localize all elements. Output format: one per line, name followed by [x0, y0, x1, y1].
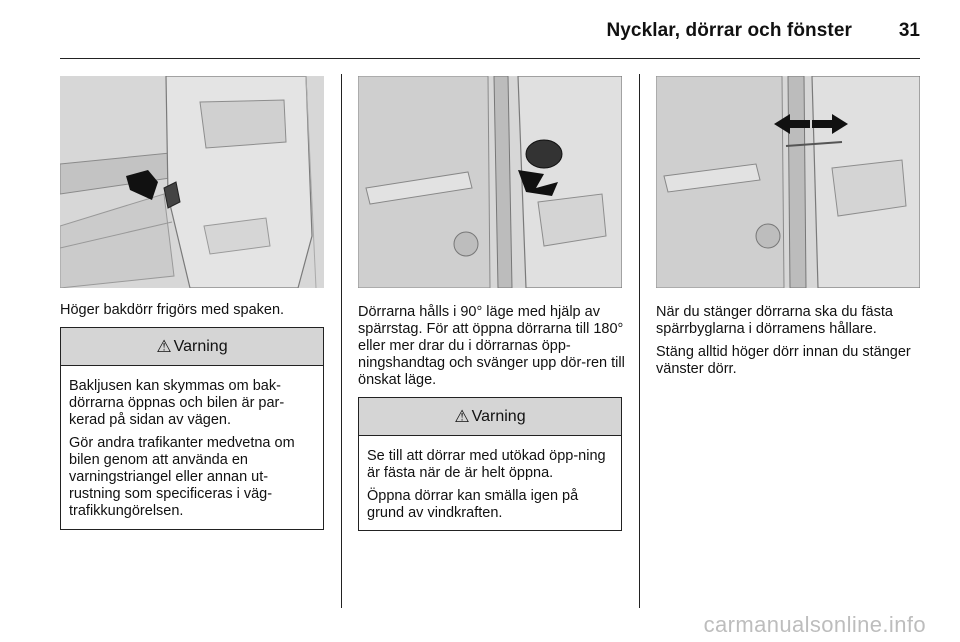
- column-3-paragraph: Stäng alltid höger dörr innan du stänger vänster dörr.: [656, 344, 911, 377]
- footer-watermark: carmanualsonline.info: [703, 612, 926, 637]
- warning-box-1-header: [61, 328, 323, 366]
- page-header-title: Nycklar, dörrar och fönster: [606, 20, 852, 41]
- warning-triangle-icon: ⚠: [454, 406, 470, 426]
- warning-box-2-title: Varning: [471, 407, 526, 425]
- door-check-strap-drawing: [358, 76, 622, 288]
- warning-box-1: [60, 327, 324, 530]
- column-1-text: [60, 302, 328, 325]
- page-number: 31: [898, 20, 920, 41]
- warning-box-1-paragraph: Bakljusen kan skymmas om bak-dörrarna öppnas och bilen är par-kerad på sidan av vägen.: [69, 378, 285, 428]
- warning-box-2: [358, 397, 622, 531]
- warning-box-1-paragraph: Gör andra trafikanter medvetna om bilen genom att använda en varningstriangel eller annan ut-rustning som specificeras i väg-trafikkungörelsen.: [69, 435, 295, 519]
- column-divider-1: [341, 74, 342, 608]
- warning-box-2-header: [359, 398, 621, 436]
- warning-box-1-body: [61, 366, 323, 520]
- column-3-text: [656, 304, 926, 384]
- warning-box-2-paragraph: Se till att dörrar med utökad öpp-ning är fästa när de är helt öppna.: [367, 448, 606, 481]
- column-divider-2: [639, 74, 640, 608]
- warning-box-1-title: Varning: [173, 337, 228, 355]
- door-holder-drawing: [656, 76, 920, 288]
- warning-box-2-body: [359, 436, 621, 522]
- warning-box-2-paragraph: Öppna dörrar kan smälla igen på grund av vindkraften.: [367, 488, 579, 521]
- rear-door-lever-drawing: [60, 76, 324, 288]
- column-1-paragraph: Höger bakdörr frigörs med spaken.: [60, 302, 285, 318]
- rear-door-lever-illustration: [60, 76, 324, 288]
- door-check-strap-illustration: [358, 76, 622, 288]
- door-holder-illustration: [656, 76, 920, 288]
- column-2-text: [358, 304, 628, 395]
- column-3-paragraph: När du stänger dörrarna ska du fästa spärrbyglarna i dörramens hållare.: [656, 304, 893, 337]
- warning-triangle-icon: ⚠: [156, 336, 172, 356]
- header-rule: [60, 58, 920, 59]
- column-2-paragraph: Dörrarna hålls i 90° läge med hjälp av spärrstag. För att öppna dörrarna till 180° eller mer drar du i dörrarnas öpp-ningshandtag och svänger upp dör-ren till önskat läge.: [358, 304, 625, 388]
